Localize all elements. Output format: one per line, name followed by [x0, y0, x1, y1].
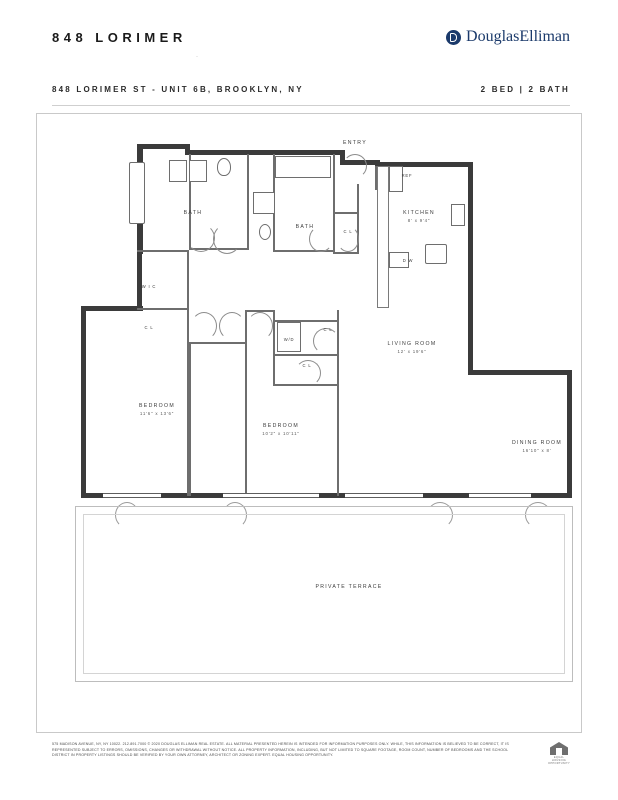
- door-swing: [213, 224, 241, 254]
- kitchen-counter: [377, 166, 389, 308]
- room-label-closet-4: C L: [302, 363, 312, 368]
- shower-fixture: [129, 162, 145, 224]
- wall: [137, 249, 142, 309]
- brand-name: DouglasElliman: [466, 28, 570, 45]
- door-swing: [219, 312, 245, 340]
- window: [469, 493, 531, 498]
- door-swing: [191, 312, 217, 340]
- wall: [468, 370, 572, 375]
- vanity-fixture: [169, 160, 187, 182]
- wall: [81, 306, 86, 498]
- room-label-dishwasher: D W: [402, 258, 414, 263]
- wall: [273, 354, 339, 356]
- room-label-living-room: LIVING ROOM 12' x 19'6": [387, 341, 437, 354]
- refrigerator-fixture: [389, 166, 403, 192]
- wall: [187, 342, 247, 344]
- wall: [245, 310, 247, 496]
- wall: [137, 250, 189, 252]
- wall: [185, 150, 345, 155]
- door-swing: [187, 224, 215, 252]
- room-label-washer-dryer: W/D: [283, 337, 295, 342]
- toilet-fixture: [217, 158, 231, 176]
- wall: [468, 162, 473, 374]
- room-label-bedroom-2: BEDROOM 10'2" x 10'11": [262, 423, 300, 436]
- wall: [189, 342, 191, 496]
- title-separator-dot: ·: [196, 54, 198, 60]
- unit-address: 848 LORIMER ST - UNIT 6B, BROOKLYN, NY: [52, 85, 304, 94]
- kitchen-sink-fixture: [425, 244, 447, 264]
- address-row: [52, 85, 570, 94]
- bathtub-fixture: [275, 156, 331, 178]
- room-label-bath-1: BATH: [183, 210, 203, 216]
- douglas-elliman-logo-icon: [446, 30, 461, 45]
- door-swing: [343, 154, 367, 178]
- room-label-private-terrace: PRIVATE TERRACE: [315, 584, 383, 590]
- range-fixture: [451, 204, 465, 226]
- footer: [52, 742, 570, 765]
- room-label-closet-1: C L: [144, 325, 154, 330]
- room-label-closet-3: C L: [323, 327, 333, 332]
- room-label-closet-2: C L: [343, 229, 353, 234]
- vanity-fixture: [253, 192, 275, 214]
- private-terrace-inner: [83, 514, 565, 674]
- wall: [137, 144, 189, 149]
- wall: [187, 250, 189, 344]
- vanity-fixture: [189, 160, 207, 182]
- equal-housing-opportunity-icon: [550, 742, 568, 755]
- room-label-bedroom-1: BEDROOM 11'6" x 13'6": [139, 403, 175, 416]
- page-title: 848 LORIMER: [52, 30, 187, 45]
- floorplan-frame: [36, 113, 582, 733]
- wall: [81, 306, 143, 311]
- wall: [333, 154, 335, 252]
- window: [103, 493, 161, 498]
- legal-disclaimer: 575 MADISON AVENUE, NY, NY 10022. 212.891.7000 © 2020 DOUGLAS ELLIMAN REAL ESTATE. ALL MATERIAL PRESENTED HEREIN IS INTENDED FOR INFORMATION PURPOSES ONLY. WHILE, THIS INFORMATION IS BELIEVED TO BE CORRECT, IT IS REPRESENTED SUBJECT TO ERRORS, OMISSIONS, CHANGES OR WITHDRAWAL WITHOUT NOTICE. ALL PROPERTY INFORMATION, INCLUDING, BUT NOT LIMITED TO SQUARE FOOTAGE, ROOM COUNT, NUMBER OF BEDROOMS AND THE SCHOOL DISTRICT IN PROPERTY LISTINGS SHOULD BE VERIFIED BY YOUR OWN ATTORNEY, ARCHITECT OR ZONING EXPERT. EQUAL HOUSING OPPORTUNITY.: [52, 742, 509, 758]
- toilet-fixture: [259, 224, 271, 240]
- window: [345, 493, 423, 498]
- brand-logo: [446, 28, 570, 46]
- bed-bath-summary: 2 BED | 2 BATH: [480, 85, 570, 94]
- header-divider: [52, 105, 570, 106]
- room-label-kitchen: KITCHEN 8' x 9'4": [403, 210, 435, 223]
- wall: [137, 308, 189, 310]
- wall: [333, 212, 359, 214]
- room-label-bath-2: BATH: [295, 224, 315, 230]
- door-swing: [247, 312, 273, 340]
- equal-housing-label: EQUAL HOUSING OPPORTUNITY: [548, 756, 570, 765]
- room-label-entry: ENTRY: [343, 140, 367, 146]
- equal-housing-opportunity: [548, 742, 570, 765]
- room-label-refrigerator: REF: [401, 173, 413, 178]
- wall: [247, 154, 249, 250]
- wall: [567, 370, 572, 498]
- wall: [333, 252, 359, 254]
- window: [223, 493, 319, 498]
- room-label-wic: W I C: [141, 284, 157, 289]
- room-label-dining-room: DINING ROOM 16'10" x 8': [511, 440, 563, 453]
- floorplan-drawing: [37, 114, 583, 734]
